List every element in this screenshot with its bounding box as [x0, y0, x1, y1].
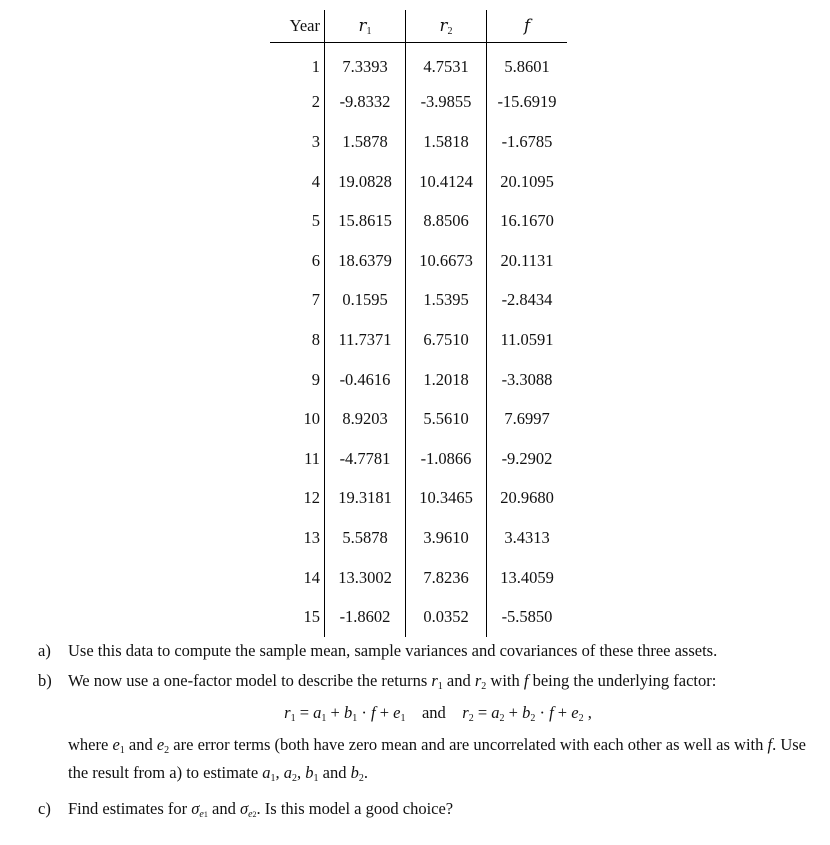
problem-c: c) Find estimates for $\sigma_{e1}$ and $\sigma_{e2}$. Is this model a good choice?	[38, 799, 454, 820]
problem-a-text: Use this data to compute the sample mean, sample variances and covariances of these three assets.	[68, 641, 718, 660]
cell-f: -2.8434	[487, 281, 568, 321]
cell-r2: 10.6673	[406, 241, 487, 281]
cell-r1: 5.5878	[325, 518, 406, 558]
cell-year: 13	[303, 527, 320, 547]
cell-f: -15.6919	[487, 83, 568, 123]
cell-r2: 4.7531	[406, 43, 487, 83]
cell-r2: 5.5610	[406, 399, 487, 439]
cell-year: 11	[304, 448, 320, 468]
cell-year: 9	[311, 369, 320, 389]
cell-f: -3.3088	[487, 360, 568, 400]
problem-c-text: Find estimates for	[68, 799, 192, 818]
cell-r2: -3.9855	[406, 83, 487, 123]
table-row	[270, 439, 567, 479]
cell-r1: -9.8332	[325, 83, 406, 123]
problem-b-intro: We now use a one-factor model to describe the returns	[68, 671, 432, 690]
table-row	[270, 122, 567, 162]
cell-r1: 8.9203	[325, 399, 406, 439]
cell-year: 15	[303, 607, 320, 627]
cell-r2: 1.5818	[406, 122, 487, 162]
cell-year: 5	[311, 211, 320, 231]
cell-year: 2	[311, 92, 320, 112]
cell-r2: 3.9610	[406, 518, 487, 558]
problem-b-error-terms: where	[68, 735, 113, 754]
cell-r1: 18.6379	[325, 241, 406, 281]
table-row	[270, 399, 567, 439]
cell-r2: 0.0352	[406, 597, 487, 637]
cell-year: 6	[311, 250, 320, 270]
table-row	[270, 241, 567, 281]
cell-r1: -4.7781	[325, 439, 406, 479]
problem-a	[38, 640, 808, 662]
cell-r1: 7.3393	[325, 43, 406, 83]
cell-f: 3.4313	[487, 518, 568, 558]
returns-table	[270, 10, 567, 637]
cell-r1: 13.3002	[325, 558, 406, 598]
cell-f: 20.9680	[487, 479, 568, 519]
cell-year: 10	[303, 409, 320, 429]
table-row	[270, 320, 567, 360]
cell-f: 5.8601	[487, 43, 568, 83]
cell-r1: 0.1595	[325, 281, 406, 321]
cell-r1: 19.0828	[325, 162, 406, 202]
cell-r1: 19.3181	[325, 479, 406, 519]
cell-f: 11.0591	[487, 320, 568, 360]
cell-f: 13.4059	[487, 558, 568, 598]
cell-year: 14	[303, 567, 320, 587]
cell-r2: -1.0866	[406, 439, 487, 479]
cell-f: 20.1095	[487, 162, 568, 202]
cell-r2: 1.2018	[406, 360, 487, 400]
cell-year: 4	[311, 171, 320, 191]
cell-r2: 8.8506	[406, 201, 487, 241]
table-row	[270, 558, 567, 598]
problem-c-label: c)	[38, 799, 51, 818]
cell-f: 20.1131	[487, 241, 568, 281]
cell-r2: 7.8236	[406, 558, 487, 598]
header-year: Year	[289, 16, 320, 35]
table-header-row	[270, 10, 567, 43]
header-f: f	[487, 10, 568, 43]
cell-r1: 15.8615	[325, 201, 406, 241]
table-row	[270, 201, 567, 241]
cell-f: -5.5850	[487, 597, 568, 637]
cell-r2: 6.7510	[406, 320, 487, 360]
equation-and: and	[421, 703, 446, 722]
cell-r1: 11.7371	[325, 320, 406, 360]
cell-r1: 1.5878	[325, 122, 406, 162]
cell-r1: -0.4616	[325, 360, 406, 400]
table-row	[270, 360, 567, 400]
cell-f: -1.6785	[487, 122, 568, 162]
table-row	[270, 162, 567, 202]
cell-year: 8	[311, 329, 320, 349]
cell-r2: 10.3465	[406, 479, 487, 519]
table-row	[270, 479, 567, 519]
problem-list	[38, 640, 808, 834]
cell-f: 7.6997	[487, 399, 568, 439]
problem-a-label: a)	[38, 641, 51, 660]
cell-year: 3	[311, 131, 320, 151]
cell-r2: 1.5395	[406, 281, 487, 321]
table-row	[270, 281, 567, 321]
model-equations: $r_1 = a_1 + b_1 \cdot f + e_1$ and $r_2 = a_2 + b_2 \cdot f + e_2$ ,	[284, 703, 592, 724]
table-row	[270, 83, 567, 123]
cell-f: -9.2902	[487, 439, 568, 479]
problem-b-label: b)	[38, 671, 52, 690]
cell-year: 12	[303, 488, 320, 508]
cell-year: 7	[311, 290, 320, 310]
cell-r1: -1.8602	[325, 597, 406, 637]
cell-year: 1	[311, 56, 320, 76]
table-row	[270, 518, 567, 558]
cell-f: 16.1670	[487, 201, 568, 241]
problem-b: b) We now use a one-factor model to describe the returns $r_1$ and $r_2$ with f being the underlying factor: $r_1 = a_1 + b_1 \cdot f + e_1$ and $r_2 = a_2 + b_2 \cdot f + e_2$ , where $e_1$ and $e_2$ are error terms (both have zero mean and are uncorrelated with each other as well as with f. Use the result from a) to estimate $a_1$, $a_2$, $b_1$ and $b_2$.	[38, 671, 806, 784]
header-r2: $r_2$	[406, 10, 487, 43]
table-row	[270, 43, 567, 83]
cell-r2: 10.4124	[406, 162, 487, 202]
table-row	[270, 597, 567, 637]
header-r1: $r_1$	[325, 10, 406, 43]
